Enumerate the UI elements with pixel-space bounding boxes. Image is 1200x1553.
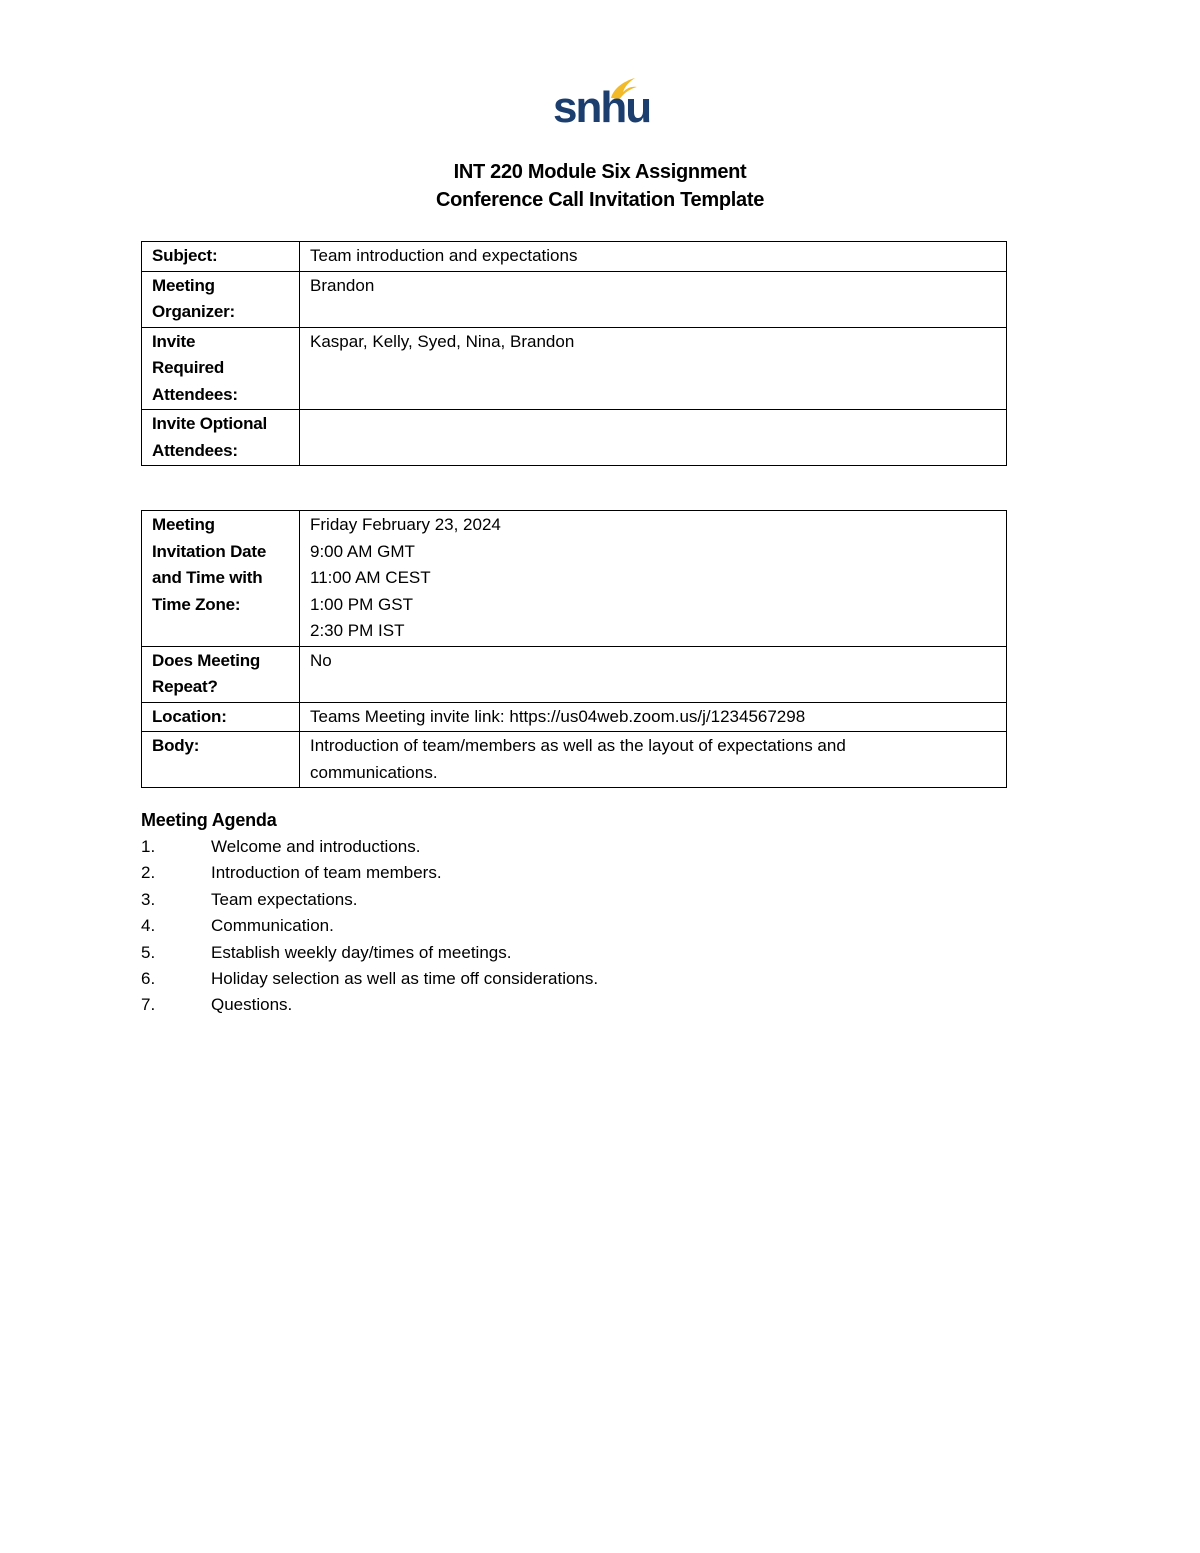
snhu-logo [553, 72, 651, 134]
logo-wordmark: snhu [553, 83, 651, 132]
document-title [0, 158, 1200, 214]
datetime-label [142, 511, 300, 647]
time-ist-line: 2:30 PM IST [310, 621, 405, 640]
agenda-list [141, 834, 598, 1019]
list-item [141, 834, 598, 860]
table-row-subject [142, 242, 1007, 272]
repeat-label-line: Repeat? [152, 677, 218, 696]
table-row-organizer [142, 271, 1007, 327]
subject-value: Team introduction and expectations [300, 242, 1007, 272]
datetime-value [300, 511, 1007, 647]
list-item-number: 3. [141, 889, 156, 909]
location-value[interactable]: Teams Meeting invite link: https://us04web.zoom.us/j/1234567298 [300, 702, 1007, 732]
required-label-line: Required [152, 358, 225, 377]
table-row-optional-attendees [142, 410, 1007, 466]
required-attendees-label [142, 327, 300, 410]
table-row-datetime [142, 511, 1007, 647]
list-item [141, 940, 598, 966]
list-item-text: Establish weekly day/times of meetings. [211, 942, 512, 962]
list-item [141, 966, 598, 992]
body-label: Body: [142, 732, 300, 788]
body-value-line: communications. [310, 762, 438, 782]
list-item [141, 913, 598, 939]
table-row-required-attendees [142, 327, 1007, 410]
list-item-number: 1. [141, 837, 156, 856]
time-cest-line: 11:00 AM CEST [310, 568, 431, 587]
datetime-label-line: Meeting [152, 515, 215, 534]
required-attendees-value: Kaspar, Kelly, Syed, Nina, Brandon [300, 327, 1007, 410]
repeat-label-line: Does Meeting [152, 650, 261, 670]
time-gmt-line: 9:00 AM GMT [310, 541, 415, 561]
location-label: Location: [142, 702, 300, 732]
repeat-value: No [300, 646, 1007, 702]
subject-label: Subject: [142, 242, 300, 272]
list-item-number: 6. [141, 968, 156, 988]
list-item-number: 7. [141, 995, 156, 1015]
table-row-location [142, 702, 1007, 732]
list-item-text: Welcome and introductions. [211, 837, 421, 856]
list-item-text: Holiday selection as well as time off considerations. [211, 968, 599, 988]
organizer-label [142, 271, 300, 327]
required-label-line: Attendees: [152, 384, 238, 404]
organizer-label-line: Meeting [152, 275, 215, 295]
list-item [141, 860, 598, 886]
title-line-2: Conference Call Invitation Template [435, 189, 765, 211]
optional-attendees-label [142, 410, 300, 466]
datetime-label-line: Time Zone: [152, 594, 241, 614]
list-item-text: Communication. [211, 916, 334, 936]
datetime-label-line: and Time with [152, 568, 263, 587]
list-item-number: 5. [141, 942, 156, 962]
organizer-label-line: Organizer: [152, 302, 236, 321]
repeat-label [142, 646, 300, 702]
list-item-text: Questions. [211, 995, 293, 1015]
list-item-text: Introduction of team members. [211, 863, 442, 883]
list-item [141, 992, 598, 1018]
organizer-value: Brandon [300, 271, 1007, 327]
list-item-text: Team expectations. [211, 889, 358, 909]
datetime-label-line: Invitation Date [152, 541, 267, 561]
body-value [300, 732, 1007, 788]
date-line: Friday February 23, 2024 [310, 515, 501, 534]
table-row-repeat [142, 646, 1007, 702]
list-item-number: 4. [141, 916, 156, 936]
optional-attendees-value [300, 410, 1007, 466]
title-line-1: INT 220 Module Six Assignment [453, 161, 747, 183]
required-label-line: Invite [152, 331, 196, 351]
table-row-body [142, 732, 1007, 788]
optional-label-line: Attendees: [152, 440, 238, 460]
time-gst-line: 1:00 PM GST [310, 594, 413, 614]
list-item [141, 887, 598, 913]
optional-label-line: Invite Optional [152, 414, 268, 433]
agenda-heading: Meeting Agenda [141, 810, 277, 830]
body-value-line: Introduction of team/members as well as the layout of expectations and [310, 736, 846, 755]
list-item-number: 2. [141, 863, 156, 883]
invitation-details-table [141, 510, 1007, 788]
invitation-attendees-table [141, 241, 1007, 466]
